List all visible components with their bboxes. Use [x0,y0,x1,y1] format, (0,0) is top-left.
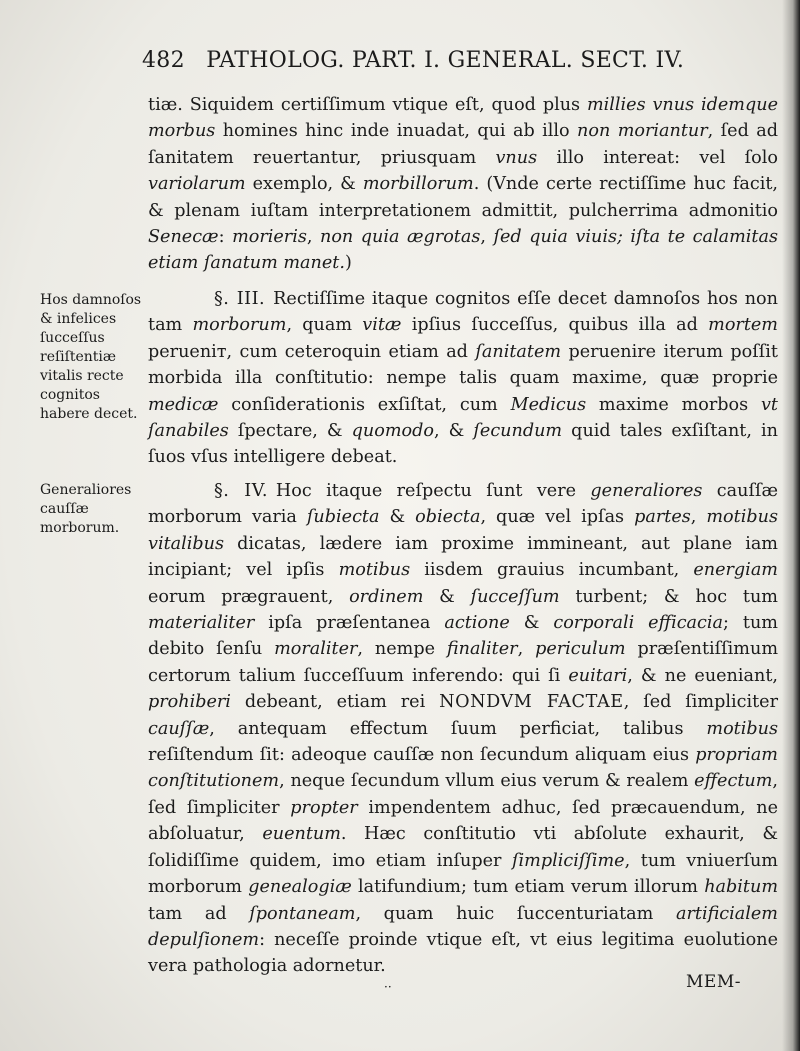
text-run: . Hæc conſtitutio vti abſolute exhaurit, & ſolidiſſime quidem, imo etiam inſuper [148,824,778,871]
text-run: illo intereat: vel ſolo [537,147,778,168]
italic-text: habitum [704,877,778,898]
italic-text: materialiter [148,613,255,634]
text-run: & [509,613,554,634]
italic-text: medicæ [148,394,219,415]
text-run: , [690,507,707,528]
text-run: , [517,639,536,660]
text-run: homines hinc inde inuadat, qui ab illo [215,121,578,142]
section-3-paragraph [148,286,778,471]
text-run: , [306,227,320,248]
section-4-paragraph [148,478,778,980]
italic-text: propter [290,797,358,818]
italic-text: artificialem depulſionem [148,903,778,950]
italic-text: corporali efficacia [553,613,724,634]
italic-text: partes [634,507,691,528]
italic-text: variolarum [148,174,246,195]
text-run: , quam [286,315,363,336]
text-run: impendentem adhuc, ſed præcauendum, ne abſoluatur, [148,797,778,845]
text-run: iisdem grauius incumbant, [410,560,694,581]
italic-text: non moriantur [577,121,708,142]
italic-text: energiam [693,560,778,581]
text-run: Hoc itaque reſpectu ſunt vere [275,481,591,501]
italic-text: millies vnus idemque morbus [148,95,778,142]
text-run: dicatas, lædere iam proxime imminеant, aut plane iam incipiant; vel ipſis [148,533,778,581]
italic-text: mortem [708,315,778,336]
italic-text: ſanitatem [475,341,562,362]
text-run: quid tales exſiſtant, in ſuos vſus intelligere debeat. [148,421,778,468]
italic-text: morbillorum [362,174,474,195]
text-run: maxime morbos [586,394,761,415]
text-run: & [379,507,416,528]
italic-text: vt ſanabiles [148,394,778,442]
text-run: , & [434,421,474,442]
text-run: ipſa præſentanea [254,613,445,634]
text-run: conſiderationis exſiſtat, cum [218,394,511,415]
italic-text: motibus vitalibus [148,507,778,554]
italic-text: motibus [338,560,411,581]
italic-text: cauſſæ [148,718,210,739]
running-title: PATHOLOG. PART. I. GENERAL. SECT. IV. [206,48,685,73]
text-run: , ſed ad ſanitatem reuertantur, priusquam [148,121,779,168]
paragraph-continuation [148,92,778,277]
text-run: : neceſſe proinde vtique eſt, vt eius legitima euolutione vera pathologia adornetur. [148,929,778,977]
text-run: . (Vnde certe rectiſſime huc facit, & plenam iuſtam interpretationem admittit, pulcherrima admonitio [148,174,778,221]
text-run: latifundium; tum etiam verum illorum [351,877,705,898]
italic-text: ſpontaneam [249,903,356,924]
italic-text: morborum [192,315,287,336]
text-run: , nempe [357,639,447,660]
italic-text: effectum [694,771,773,792]
italic-text: finaliter [446,639,518,660]
section-4-number: §. IV. [214,481,268,501]
text-run: cauſſæ morborum varia [148,481,779,528]
italic-text: motibus [706,718,778,739]
italic-text: ordinem [349,586,424,607]
section-4-text [148,481,778,976]
italic-text: ſed quia viuis; iſta te calamitas etiam ſanatum manet. [148,227,779,274]
italic-text: vnus [495,147,538,168]
text-run: , [480,227,494,248]
text-run: ; tum debito ſenſu [148,613,778,660]
italic-text: euentum [262,824,341,845]
italic-text: actione [444,613,510,634]
page-edge-shadow [782,0,800,1051]
text-run: , & ne eueniant, [627,665,779,686]
italic-text: ſubiecta [306,507,380,528]
italic-text: genealogiæ [248,877,352,898]
italic-text: ſecundum [473,421,563,442]
italic-text: obiecta [415,507,481,528]
italic-text: ſucceſſum [470,586,560,607]
italic-text: Medicus [510,394,587,415]
italic-text: Senecæ [148,227,219,248]
italic-text: prohiberi [148,692,231,713]
text-run: , ſed ſimpliciter [623,692,778,713]
italic-text: morieris [232,227,307,248]
catchword: MEM- [686,972,741,992]
text-run: peruenire iterum poſſit morbida illa conſtitutio: nempe talis quam maxime, quæ proprie [148,341,778,389]
text-run: , quam huic ſuccenturiatam [355,903,676,924]
text-run: NONDVM FACTAE [439,692,624,713]
italic-text: ſimpliciſſime [512,850,625,871]
text-run: & [423,586,471,607]
section-3-text [148,289,778,467]
italic-text: euitari [568,665,628,686]
text-run: tiæ. Siquidem certiſſimum vtique eſt, quod plus [148,95,587,115]
text-run: ſpectare, & [228,421,352,442]
signature-mark: ·· [384,980,392,994]
text-run: tam ad [148,903,250,924]
margin-note-section-4: Generaliores cauſſæ morborum. [40,482,132,536]
text-run: ) [344,253,352,274]
text-run: perueniᴛ, cum ceteroquin etiam ad [148,341,476,362]
text-run: , neque ſecundum vllum eius verum & realem [279,771,695,792]
section-3-number: §. III. [214,289,266,309]
italic-text: propriam conſtitutionem [148,745,778,792]
page-number: 482 [142,48,185,73]
italic-text: moraliter [274,639,358,660]
text-run: , antequam effectum ſuum perficiat, talibus [209,718,707,739]
running-header [142,48,685,73]
text-run: exemplo, & [245,174,363,195]
text-run: præſentiſſimum certorum talium ſucceſſuum inferendo: qui ſi [148,639,778,686]
italic-text: quomodo [351,421,434,442]
margin-note-section-3: Hos damnoſos & infelices ſucceſſus reſiſtentiæ vitalis recte cognitos habere decet. [40,292,142,422]
italic-text: generaliores [590,481,703,501]
text-run: : [218,227,233,248]
text-run: debeant, etiam rei [230,692,440,713]
text-run: , quæ vel ipſas [480,507,635,528]
text-run: , tum vniuerſum morborum [148,850,778,898]
text-run: , ſed ſimpliciter [148,771,778,818]
text-run: eorum prægrauent, [148,586,350,607]
italic-text: non quia ægrotas [319,227,481,248]
text-run: reſiſtendum ſit: adeoque cauſſæ non ſecundum aliquam eius [148,745,696,766]
text-run: Rectiſſime itaque cognitos eſſe decet damnoſos hos non tam [148,289,778,336]
text-run: ipſius ſucceſſus, quibus illa ad [401,315,709,336]
italic-text: vitæ [362,315,402,336]
italic-text: periculum [535,639,626,660]
text-run: turbent; & hoc tum [559,586,778,607]
